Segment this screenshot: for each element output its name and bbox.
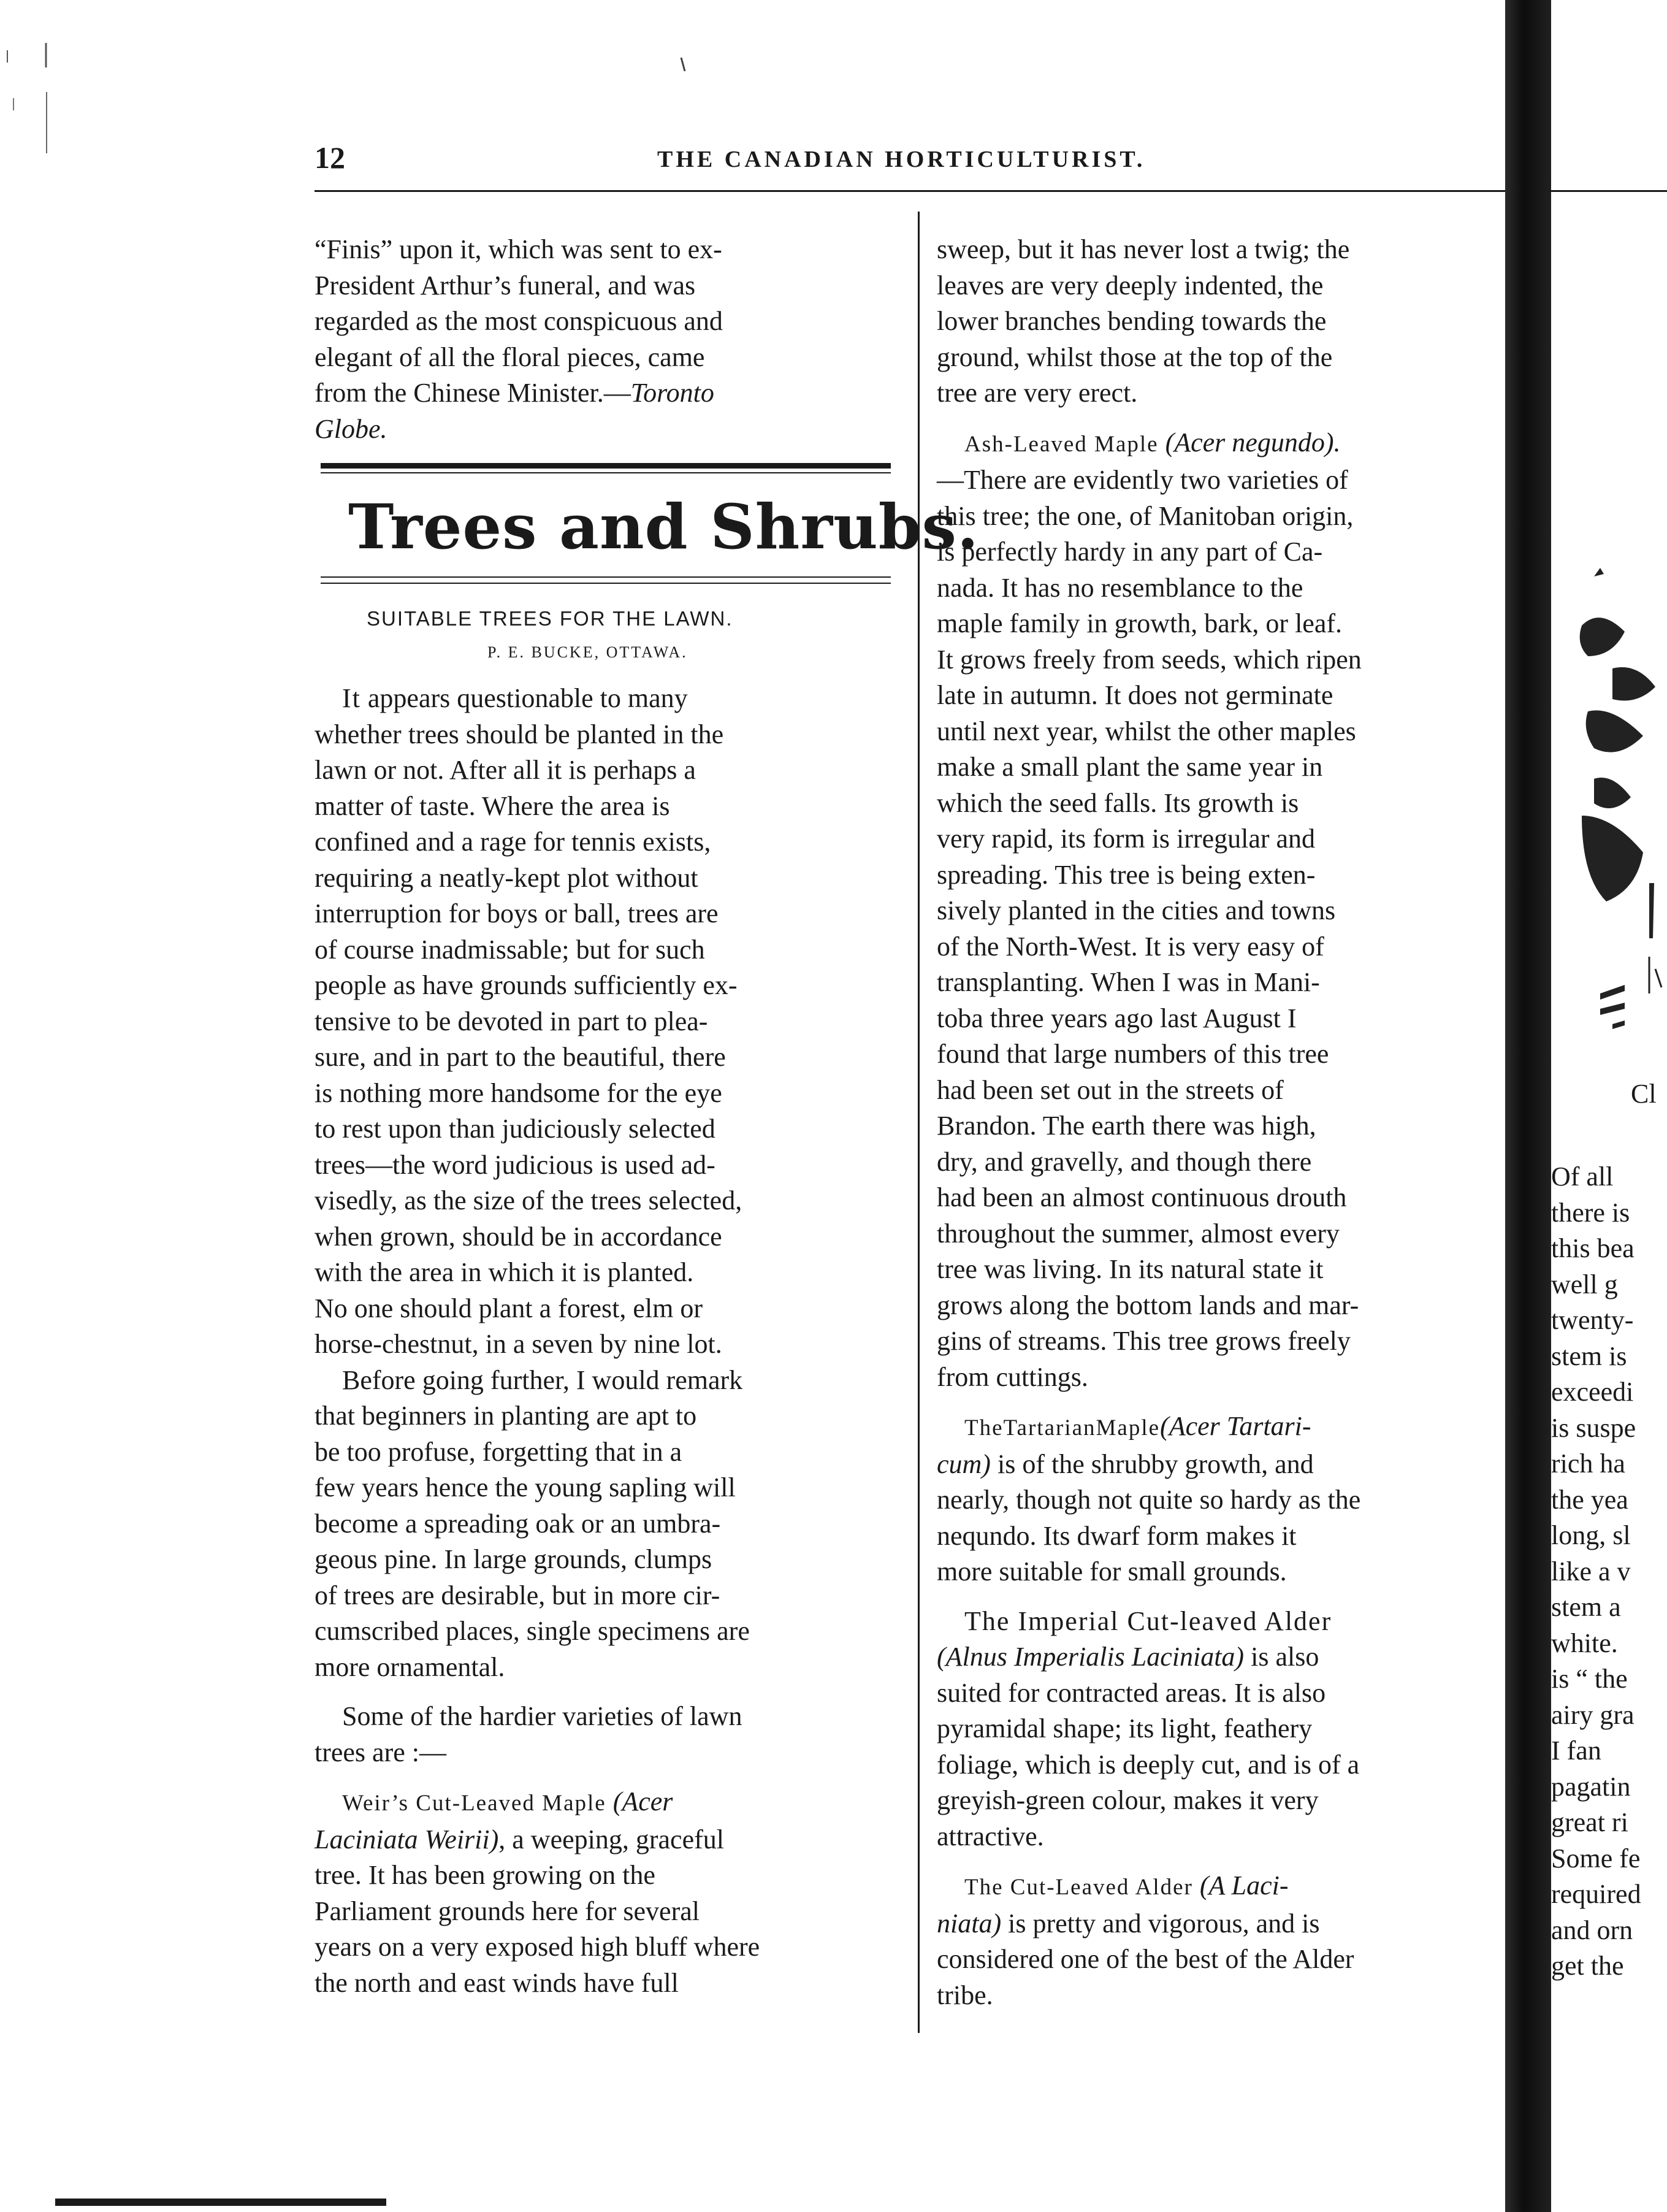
para2-line: geous pine. In large grounds, clumps	[315, 1544, 712, 1574]
intro-line-1: “Finis” upon it, which was sent to ex-	[315, 234, 722, 264]
byline: P. E. BUCKE, OTTAWA.	[487, 643, 688, 661]
tartarian-line: nearly, though not quite so hardy as the	[937, 1485, 1361, 1515]
tartarian-line: nequndo. Its dwarf form makes it	[937, 1520, 1297, 1551]
intro-line-5	[315, 375, 891, 411]
ash-latin: (Acer negundo).	[1158, 427, 1341, 457]
para1-line: visedly, as the size of the trees selected,	[315, 1185, 742, 1215]
facing-fragment: rich ha	[1551, 1449, 1625, 1479]
cutalder-heading-line	[937, 1868, 1513, 1906]
right-column	[937, 232, 1513, 2013]
facing-fragment: this bea	[1551, 1233, 1635, 1263]
tartarian-latin-2: cum)	[937, 1449, 991, 1479]
ash-line: gins of streams. This tree grows freely	[937, 1326, 1351, 1356]
facing-fragment: is “ the	[1551, 1664, 1628, 1694]
facing-fragment: I fan	[1551, 1736, 1601, 1766]
para2-line: more ornamental.	[315, 1651, 505, 1682]
facing-fragment: there is	[1551, 1197, 1630, 1228]
tartarian-latin-1: (Acer Tartari-	[1160, 1411, 1311, 1441]
header-rule	[315, 190, 1509, 192]
facing-page-text	[1551, 1159, 1667, 1984]
para1-line: of course inadmissable; but for such	[315, 934, 705, 965]
para1-line: horse-chestnut, in a seven by nine lot.	[315, 1329, 722, 1359]
imperial-latin: (Alnus Imperialis Laciniata)	[937, 1642, 1245, 1672]
facing-fragment: Some fe	[1551, 1843, 1641, 1873]
journal-title: THE CANADIAN HORTICULTURIST.	[657, 147, 1146, 172]
weir-heading-line	[315, 1784, 891, 1822]
facing-page-illustration	[1557, 552, 1667, 1104]
imperial-line: foliage, which is deeply cut, and is of a	[937, 1749, 1360, 1780]
ash-line: throughout the summer, almost every	[937, 1218, 1340, 1249]
para3-line: Some of the hardier varieties of lawn	[342, 1701, 742, 1731]
ash-line: late in autumn. It does not germinate	[937, 680, 1333, 710]
facing-fragment: pagatin	[1551, 1771, 1631, 1802]
imperial-line-2	[937, 1639, 1513, 1675]
tartarian-heading-line	[937, 1409, 1513, 1447]
tartarian-line: more suitable for small grounds.	[937, 1556, 1287, 1586]
ash-line: sively planted in the cities and towns	[937, 895, 1336, 925]
ash-line: —There are evidently two varieties of	[937, 465, 1348, 495]
ash-line: transplanting. When I was in Mani-	[937, 967, 1320, 997]
para2-line: few years hence the young sapling will	[315, 1472, 736, 1502]
imperial-line: suited for contracted areas. It is also	[937, 1677, 1326, 1708]
cutalder-line: considered one of the best of the Alder	[937, 1944, 1354, 1974]
section-rule-thick	[321, 463, 891, 469]
weir-line: tree. It has been growing on the	[315, 1860, 655, 1890]
facing-fragment: long, sl	[1551, 1520, 1631, 1550]
page-number: 12	[315, 140, 345, 175]
ash-line: from cuttings.	[937, 1361, 1088, 1392]
facing-fragment: exceedi	[1551, 1377, 1634, 1407]
weir-latin-close: Laciniata Weirii)	[315, 1824, 499, 1854]
cutalder-line: tribe.	[937, 1980, 993, 2010]
para2-line: become a spreading oak or an umbra-	[315, 1508, 721, 1539]
source-name: Toronto	[630, 378, 714, 408]
weir-line-2	[315, 1822, 891, 1858]
weir-heading: Weir’s Cut-Leaved Maple	[342, 1791, 606, 1816]
ash-line: very rapid, its form is irregular and	[937, 824, 1316, 854]
facing-fragment: Of all	[1551, 1161, 1614, 1192]
para2-line: be too profuse, forgetting that in a	[315, 1436, 682, 1467]
weir-line: Parliament grounds here for several	[315, 1896, 700, 1926]
facing-fragment: well g	[1551, 1269, 1618, 1299]
weir-cont-line: tree are very erect.	[937, 378, 1138, 408]
weir-line: years on a very exposed high bluff where	[315, 1932, 760, 1962]
intro-line-3: regarded as the most conspicuous and	[315, 306, 723, 336]
facing-fragment: stem a	[1551, 1592, 1621, 1622]
ash-line: tree was living. In its natural state it	[937, 1254, 1324, 1284]
para3-line: trees are :—	[315, 1737, 446, 1767]
para1-line: is nothing more handsome for the eye	[315, 1077, 722, 1108]
weir-latin-open: (Acer	[606, 1786, 673, 1816]
ash-line: grows along the bottom lands and mar-	[937, 1290, 1359, 1320]
intro-last-text: from the Chinese Minister.—	[315, 378, 631, 408]
para1-line: tensive to be devoted in part to plea-	[315, 1006, 708, 1036]
cutalder-line2-rest: is pretty and vigorous, and is	[1001, 1908, 1320, 1938]
binding-gutter	[1505, 0, 1551, 2212]
facing-fragment: like a v	[1551, 1556, 1631, 1586]
ash-line: spreading. This tree is being exten-	[937, 859, 1316, 890]
facing-fragment: is suspe	[1551, 1412, 1636, 1443]
ash-line: found that large numbers of this tree	[937, 1039, 1329, 1069]
weir-line: the north and east winds have full	[315, 1967, 679, 1998]
para2-line: of trees are desirable, but in more cir-	[315, 1580, 720, 1610]
section-rule-bottom-2	[321, 583, 891, 584]
column-divider	[918, 212, 920, 2033]
ash-line: make a small plant the same year in	[937, 752, 1323, 782]
ash-line: Brandon. The earth there was high,	[937, 1111, 1316, 1141]
facing-fragment: airy gra	[1551, 1699, 1635, 1730]
tartarian-heading: TheTartarianMaple	[964, 1415, 1161, 1441]
left-column	[315, 232, 891, 447]
para1-line: lawn or not. After all it is perhaps a	[315, 755, 696, 785]
ash-line: until next year, whilst the other maples	[937, 716, 1356, 746]
facing-fragment: get the	[1551, 1951, 1624, 1981]
cutalder-latin-1: (A Laci-	[1192, 1870, 1289, 1900]
article-title: SUITABLE TREES FOR THE LAWN.	[367, 607, 733, 630]
imperial-line: pyramidal shape; its light, feathery	[937, 1713, 1313, 1743]
para1-line: when grown, should be in accordance	[315, 1221, 722, 1252]
ash-heading-line	[937, 425, 1513, 463]
para1-line: to rest upon than judiciously selected	[315, 1114, 715, 1144]
scan-speck	[677, 55, 696, 80]
facing-fragment: twenty-	[1551, 1305, 1634, 1335]
facing-header-rule	[1548, 190, 1667, 192]
facing-fragment: white.	[1551, 1628, 1618, 1658]
imperial-heading: The Imperial Cut-leaved Alder	[964, 1605, 1332, 1636]
ash-line: maple family in growth, bark, or leaf.	[937, 608, 1343, 638]
imperial-line: greyish-green colour, makes it very	[937, 1785, 1319, 1815]
ash-line: which the seed falls. Its growth is	[937, 787, 1299, 818]
intro-line-4: elegant of all the floral pieces, came	[315, 342, 705, 372]
ash-line: of the North-West. It is very easy of	[937, 931, 1324, 962]
ash-heading: Ash-Leaved Maple	[964, 431, 1159, 457]
ash-line: It grows freely from seeds, which ripen	[937, 644, 1362, 675]
facing-fragment: required	[1551, 1879, 1641, 1909]
para1-line: confined and a rage for tennis exists,	[315, 827, 711, 857]
facing-fragment: great ri	[1551, 1807, 1628, 1837]
para1-line: people as have grounds sufficiently ex-	[315, 970, 738, 1000]
para1-line: with the area in which it is planted.	[315, 1257, 694, 1287]
para2-line: Before going further, I would remark	[342, 1364, 743, 1395]
ash-line: this tree; the one, of Manitoban origin,	[937, 500, 1354, 531]
weir-line2-rest: , a weeping, graceful	[498, 1824, 724, 1854]
section-rule-bottom-1	[321, 576, 891, 578]
facing-fragment: and orn	[1551, 1915, 1633, 1945]
intro-line-2: President Arthur’s funeral, and was	[315, 270, 696, 300]
margin-scan-marks	[0, 0, 61, 184]
drop-word: It	[342, 683, 361, 713]
weir-cont-line: lower branches bending towards the	[937, 306, 1327, 336]
ash-line: dry, and gravelly, and though there	[937, 1146, 1312, 1177]
imperial-line: attractive.	[937, 1821, 1044, 1851]
ash-line: nada. It has no resemblance to the	[937, 572, 1303, 603]
facing-fragment: Cl	[1631, 1079, 1657, 1109]
para1-line: trees—the word judicious is used ad-	[315, 1149, 715, 1180]
cutalder-heading: The Cut-Leaved Alder	[964, 1875, 1193, 1900]
para1-line: sure, and in part to the beautiful, there	[315, 1042, 726, 1072]
imperial-line2-rest: is also	[1244, 1642, 1319, 1672]
facing-fragment: the yea	[1551, 1484, 1628, 1515]
section-rule-thin	[321, 472, 891, 473]
weir-cont-line: sweep, but it has never lost a twig; the	[937, 234, 1350, 264]
ash-line: had been an almost continuous drouth	[937, 1182, 1347, 1212]
section-title: Trees and Shrubs.	[348, 491, 979, 563]
article-body-left	[315, 681, 891, 2001]
para1-first-line	[315, 681, 891, 717]
ash-line: is perfectly hardy in any part of Ca-	[937, 537, 1323, 567]
facing-fragment: stem is	[1551, 1341, 1627, 1371]
para1-line: matter of taste. Where the area is	[315, 790, 670, 821]
ash-line: toba three years ago last August I	[937, 1003, 1297, 1033]
tartarian-line2-rest: is of the shrubby growth, and	[990, 1449, 1314, 1479]
ash-line: had been set out in the streets of	[937, 1074, 1284, 1105]
bottom-scan-bar	[55, 2199, 386, 2206]
para2-line: cumscribed places, single specimens are	[315, 1616, 750, 1646]
weir-cont-line: ground, whilst those at the top of the	[937, 342, 1333, 372]
cutalder-latin-2: niata)	[937, 1908, 1002, 1938]
para2-line: that beginners in planting are apt to	[315, 1401, 697, 1431]
para1-line: No one should plant a forest, elm or	[315, 1293, 703, 1323]
para1-line: interruption for boys or ball, trees are	[315, 898, 719, 928]
weir-cont-line: leaves are very deeply indented, the	[937, 270, 1324, 300]
cutalder-line-2	[937, 1906, 1513, 1942]
para1-line: requiring a neatly-kept plot without	[315, 862, 698, 893]
tartarian-line-2	[937, 1447, 1513, 1483]
source-name-2: Globe.	[315, 413, 387, 444]
para1-line: whether trees should be planted in the	[315, 719, 724, 749]
para1-first-rest: appears questionable to many	[360, 683, 688, 713]
